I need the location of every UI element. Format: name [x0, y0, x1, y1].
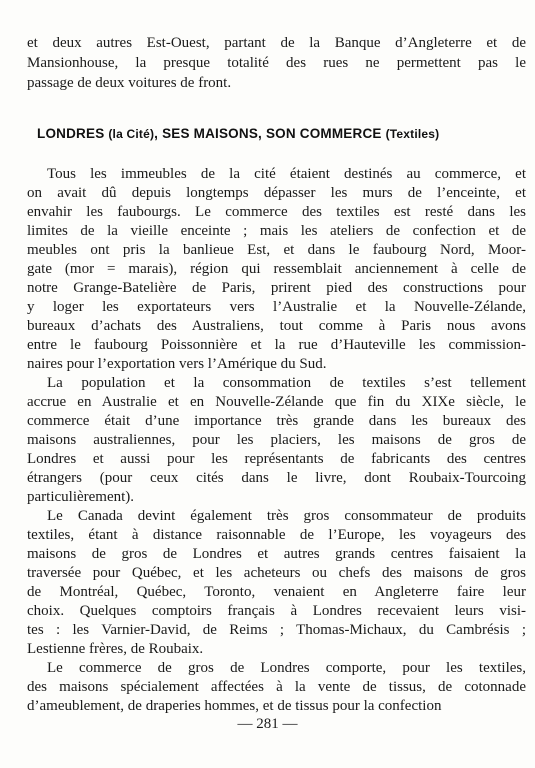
text-line: notre Grange-Batelière de Paris, prirent pied des constructions pour	[27, 280, 526, 296]
text-line: textiles, étant à distance raisonnable de l’Europe, les voyageurs des	[27, 527, 526, 543]
page-number: — 281 —	[237, 716, 298, 732]
text-line: Lestienne frères, de Roubaix.	[27, 641, 204, 657]
text-line: Mansionhouse, la presque totalité des rues ne permettent pas le	[27, 55, 526, 71]
text-line: La population et la consommation de textiles s’est tellement	[47, 375, 526, 391]
heading-title: LONDRES	[37, 126, 105, 141]
text-line: meubles ont pris la banlieue Est, et dans le faubourg Nord, Moor-	[27, 242, 526, 258]
text-line: accrue en Australie et en Nouvelle-Zélande que fin du XIXe siècle, le	[27, 394, 526, 410]
text-line: on avait dû depuis longtemps dépasser les murs de l’enceinte, et	[27, 185, 526, 201]
text-line: étrangers (pour ceux cités dans le livre, dont Roubaix-Tourcoing	[27, 470, 526, 486]
text-line: entre le faubourg Poissonnière et la rue d’Hauteville les commission-	[27, 337, 526, 353]
text-line: tes : les Varnier-David, de Reims ; Thomas-Michaux, du Cambrésis ;	[27, 622, 526, 638]
text-line: envahir les faubourgs. Le commerce des textiles est resté dans les	[27, 204, 526, 220]
text-line: choix. Quelques comptoirs français à Londres recevaient leurs visi-	[27, 603, 526, 619]
section-heading	[37, 126, 439, 141]
heading-category: (Textiles)	[385, 127, 440, 141]
text-line: naires pour l’exportation vers l’Amérique du Sud.	[27, 356, 327, 372]
text-line: de Montréal, Québec, Toronto, venaient en Angleterre faire leur	[27, 584, 526, 600]
text-line: maisons australiennes, pour les placiers, les maisons de gros de	[27, 432, 526, 448]
text-line: particulièrement).	[27, 489, 135, 505]
heading-subtitle: (la Cité)	[108, 127, 155, 141]
text-line: Le Canada devint également très gros consommateur de produits	[47, 508, 526, 524]
heading-title-rest: , SES MAISONS, SON COMMERCE	[154, 126, 382, 141]
text-line: limites de la vieille enceinte ; mais les ateliers de confection et de	[27, 223, 526, 239]
text-line: commerce était d’une importance très grande dans les bureaux des	[27, 413, 526, 429]
text-line: gate (mor = marais), région qui ressemblait anciennement à celle de	[27, 261, 526, 277]
text-line: des maisons spécialement affectées à la vente de tissus, de cotonnade	[27, 679, 526, 695]
text-line: bureaux d’achats des Australiens, tout comme à Paris nous avons	[27, 318, 526, 334]
text-line: d’ameublement, de draperies hommes, et de tissus pour la confection	[27, 698, 442, 714]
text-line: passage de deux voitures de front.	[27, 75, 232, 91]
text-line: Le commerce de gros de Londres comporte, pour les textiles,	[47, 660, 526, 676]
text-line: et deux autres Est-Ouest, partant de la Banque d’Angleterre et de	[27, 35, 526, 51]
text-line: y loger les exportateurs vers l’Australie et la Nouvelle-Zélande,	[27, 299, 526, 315]
text-line: traversée pour Québec, et les acheteurs ou chefs des maisons de gros	[27, 565, 526, 581]
text-line: maisons de gros de Londres et autres grands centres faisaient la	[27, 546, 526, 562]
text-line: Tous les immeubles de la cité étaient destinés au commerce, et	[47, 166, 526, 182]
text-line: Londres et aussi pour les représentants de fabricants des centres	[27, 451, 526, 467]
